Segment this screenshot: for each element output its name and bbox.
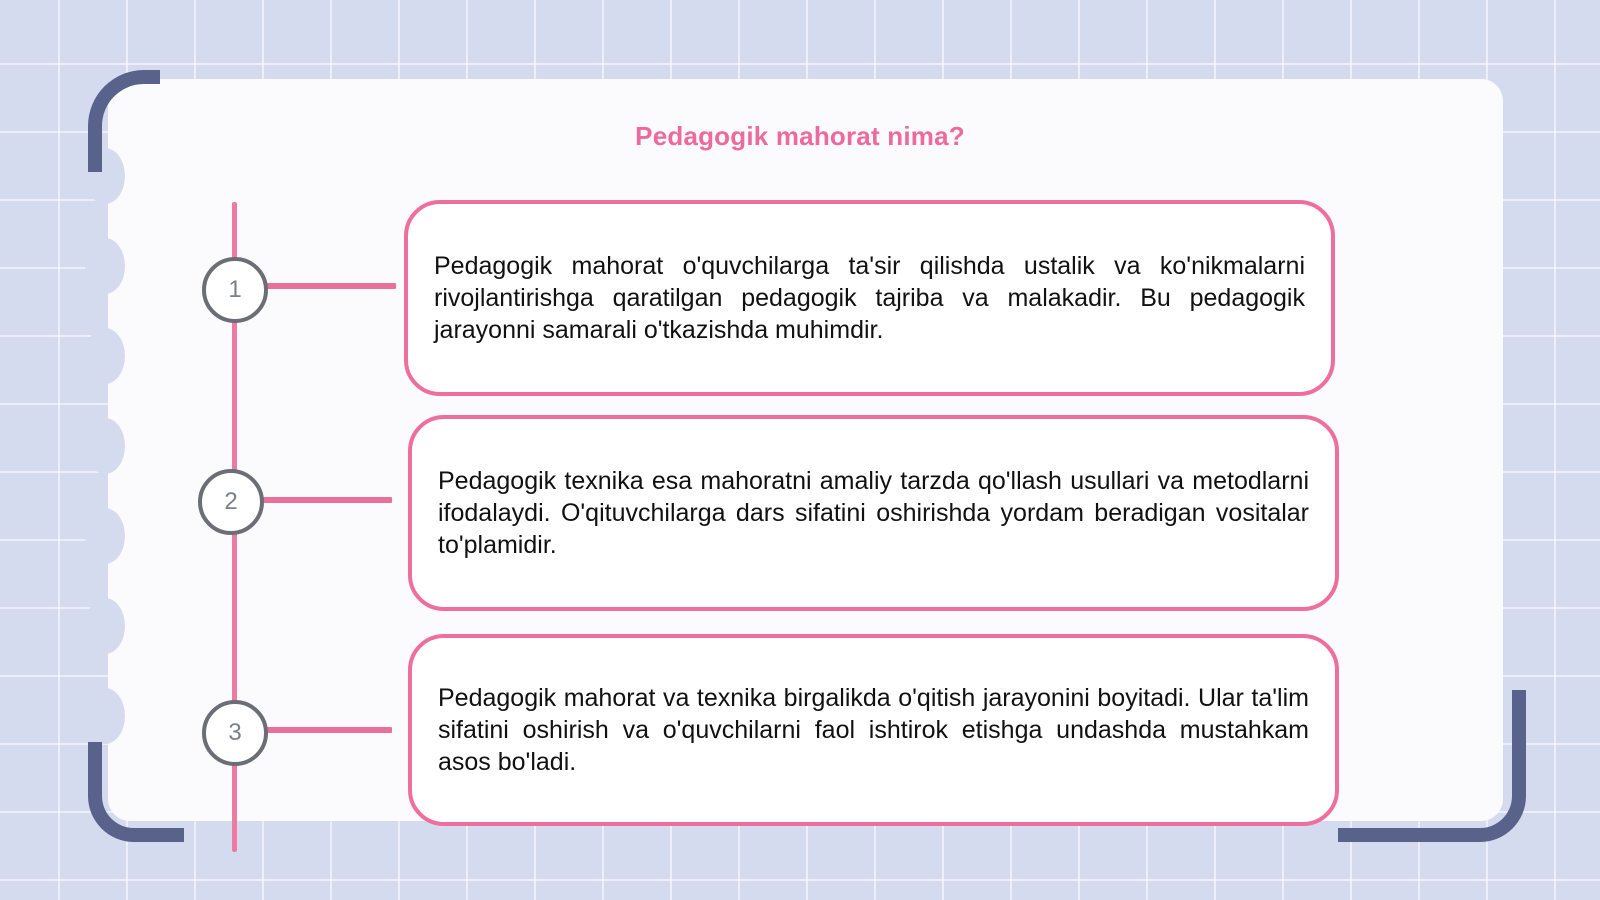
paper-scallop (85, 418, 125, 474)
paper-scallop (85, 508, 125, 564)
corner-bracket-bottom-left (88, 742, 184, 842)
timeline-connector (266, 283, 396, 289)
step-number-badge: 3 (202, 700, 268, 766)
step-number-badge: 2 (198, 469, 264, 535)
content-box (404, 200, 1335, 396)
content-box (408, 634, 1339, 826)
content-text: Pedagogik texnika esa mahoratni amaliy tarzda qo'llash usullari va metodlarni ifodalaydi. O'qituvchilarga dars sifatini oshirishda yordam beradigan vositalar to'plamidir. (438, 467, 1309, 559)
slide-title: Pedagogik mahorat nima? (635, 121, 965, 151)
timeline-connector (266, 727, 392, 733)
content-box (408, 415, 1339, 611)
paper-scallop (85, 238, 125, 294)
paper-scallop (85, 598, 125, 654)
content-text: Pedagogik mahorat va texnika birgalikda o'qitish jarayonini boyitadi. Ular ta'lim sifatini oshirish va o'quvchilarni faol ishtirok etishga undashda mustahkam asos bo'ladi. (438, 684, 1309, 776)
paper-scallop (85, 328, 125, 384)
corner-bracket-bottom-right (1338, 690, 1526, 842)
paper-scallop (85, 688, 125, 744)
content-text: Pedagogik mahorat o'quvchilarga ta'sir qilishda ustalik va ko'nikmalarni rivojlantirishga qaratilgan pedagogik tajriba va malakadir. Bu pedagogik jarayonni samarali o'tkazishda muhimdir. (434, 252, 1305, 344)
timeline-connector (262, 497, 392, 503)
step-number-badge: 1 (202, 257, 268, 323)
